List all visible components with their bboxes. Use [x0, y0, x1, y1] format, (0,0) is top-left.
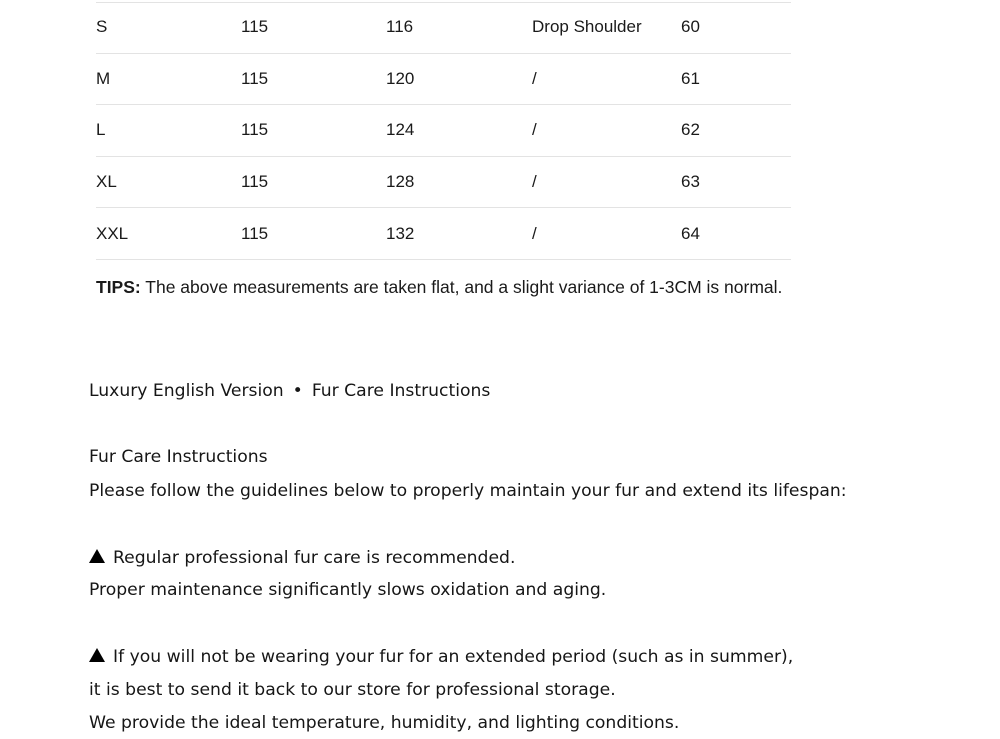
table-cell: Drop Shoulder: [532, 17, 642, 37]
table-cell: 115: [241, 120, 269, 140]
triangle-up-icon: [89, 549, 105, 563]
care-item-1-title-text: Regular professional fur care is recommended.: [113, 548, 516, 568]
table-cell: 61: [681, 68, 700, 88]
care-title: Fur Care Instructions: [89, 447, 268, 467]
triangle-up-icon: [89, 648, 105, 662]
table-cell: 115: [241, 223, 269, 243]
care-header: [89, 381, 490, 401]
care-item-1-body: Proper maintenance significantly slows oxidation and aging.: [89, 580, 607, 600]
care-header-right: Fur Care Instructions: [311, 381, 491, 401]
table-cell: 132: [386, 223, 415, 243]
table-row: [96, 208, 791, 260]
table-cell: XXL: [96, 223, 129, 243]
table-cell: S: [96, 17, 108, 37]
table-row: [96, 157, 791, 209]
table-cell: 62: [681, 120, 700, 140]
table-cell: /: [532, 68, 537, 88]
table-cell: 115: [241, 68, 269, 88]
table-row: [96, 2, 791, 54]
care-item-2-line-3: We provide the ideal temperature, humidity, and lighting conditions.: [89, 713, 680, 733]
tips-label: TIPS:: [96, 277, 141, 297]
care-item-2-title-text: If you will not be wearing your fur for an extended period (such as in summer),: [113, 647, 794, 667]
table-cell: 116: [386, 17, 414, 37]
table-cell: M: [96, 68, 111, 88]
table-row: [96, 105, 791, 157]
table-cell: /: [532, 223, 537, 243]
table-cell: XL: [96, 172, 117, 192]
care-item-2-line-2: it is best to send it back to our store for professional storage.: [89, 680, 616, 700]
tips-note: [96, 277, 782, 298]
table-cell: 124: [386, 120, 415, 140]
tips-text: The above measurements are taken flat, and a slight variance of 1-3CM is normal.: [140, 277, 783, 297]
table-cell: 115: [241, 17, 269, 37]
size-table: [96, 2, 791, 260]
table-cell: 115: [241, 172, 269, 192]
table-cell: /: [532, 172, 537, 192]
table-cell: 60: [681, 17, 700, 37]
care-header-separator: •: [292, 381, 303, 401]
table-cell: 128: [386, 172, 415, 192]
care-header-left: Luxury English Version: [89, 381, 284, 401]
table-cell: /: [532, 120, 537, 140]
table-cell: 120: [386, 68, 415, 88]
table-row: [96, 54, 791, 106]
table-cell: 64: [681, 223, 700, 243]
table-cell: L: [96, 120, 106, 140]
table-cell: 63: [681, 172, 700, 192]
care-item-1-title: [89, 548, 515, 568]
care-item-2-title: [89, 647, 793, 667]
care-intro: Please follow the guidelines below to properly maintain your fur and extend its lifespan:: [89, 481, 847, 501]
